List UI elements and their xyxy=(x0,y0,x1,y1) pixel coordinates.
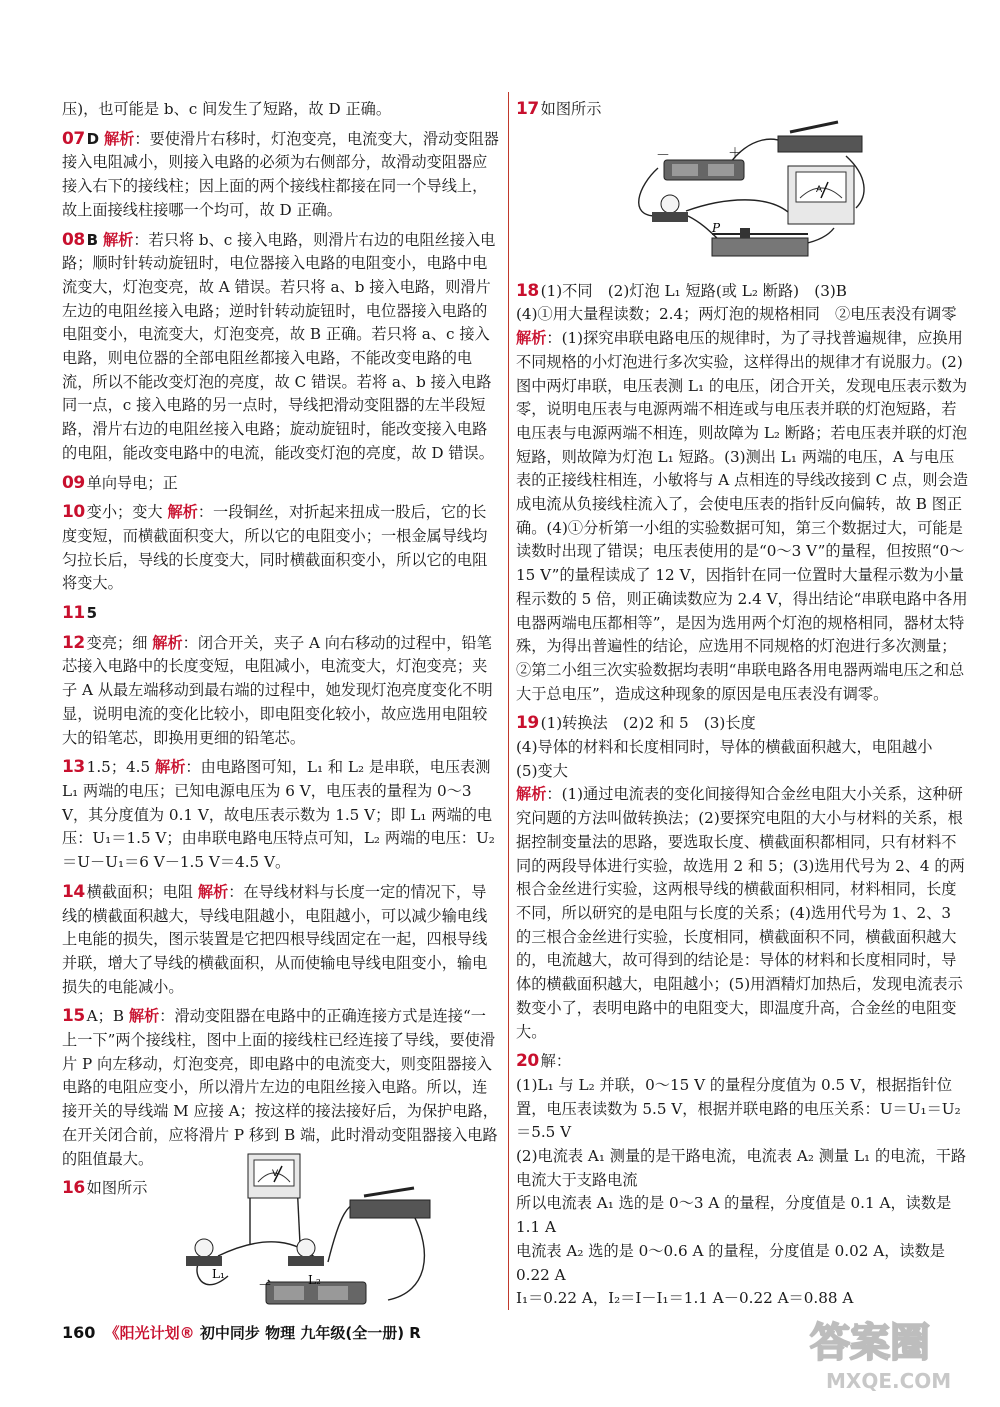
analysis-label: 解析 xyxy=(155,758,186,777)
analysis-text: ：闭合开关，夹子 A 向右移动的过程中，铅笔芯接入电路中的长度变短，电阻减小，电流变大，灯泡变亮；夹子 A 从最左端移动到最右端的过程中，她发现灯泡亮度变化不明显，说明电流的变化比较小，即电阻变化较小，故应选用电阻较大的铅笔芯，即换用更细的铅笔芯。 xyxy=(62,633,493,747)
watermark-logo xyxy=(800,1308,990,1398)
answer-text: (1)不同 (2)灯泡 L₁ 短路(或 L₂ 断路) (3)B xyxy=(540,281,847,300)
watermark-text: 答案圈 xyxy=(810,1320,930,1366)
question-number: 12 xyxy=(62,632,85,653)
analysis-label: 解析 xyxy=(197,882,229,901)
answer-subline: (5)变大 xyxy=(516,761,568,780)
analysis-label: 解析 xyxy=(152,633,183,652)
meter-symbol: A xyxy=(816,185,823,195)
question-number: 14 xyxy=(62,881,85,902)
question-number: 17 xyxy=(516,99,539,119)
answer-item-q13 xyxy=(62,756,500,875)
series-title: 初中同步 物理 九年级(全一册) R xyxy=(199,1324,421,1342)
question-number: 20 xyxy=(516,1051,539,1072)
answer-item-q10 xyxy=(62,501,500,596)
right-column xyxy=(516,98,968,1317)
answer-item-p1 xyxy=(62,98,500,122)
answer-subline: (2)电流表 A₁ 测量的是干路电流，电流表 A₂ 测量 L₁ 的电流，干路电流大于支路电流 xyxy=(516,1147,967,1189)
label-minus: － xyxy=(656,148,670,164)
page-footer xyxy=(62,1322,421,1343)
label-l2: L₂ xyxy=(308,1273,321,1287)
question-number: 11 xyxy=(62,603,85,624)
label-plus: ＋ xyxy=(728,146,742,162)
answer-text: 变小；变大 xyxy=(86,503,163,522)
meter-symbol: V xyxy=(272,1169,279,1179)
answer-item-q11 xyxy=(62,602,500,626)
answer-text: 变亮；细 xyxy=(86,633,148,652)
watermark-url: MXQE.COM xyxy=(826,1369,952,1393)
answer-subline: (1)L₁ 与 L₂ 并联，0～15 V 的量程分度值为 0.5 V，根据指针位置，电压表读数为 5.5 V，根据并联电路的电压关系：U＝U₁＝U₂＝5.5 V xyxy=(516,1075,961,1142)
analysis-text: ：由电路图可知，L₁ 和 L₂ 是串联，电压表测 L₁ 两端的电压；已知电源电压为 6 V，电压表的量程为 0～3 V，其分度值为 0.1 V，故电压表示数为 1.5 V；即 L₁ 两端的电压：U₁＝1.5 V；由串联电路电压特点可知，L₂ 两端的电压：U₂＝U－U₁＝6 V－1.5 V＝4.5 V。 xyxy=(62,758,495,872)
answer-text: 1.5；4.5 xyxy=(86,758,151,777)
answer-text: 如图所示 xyxy=(86,1179,148,1198)
question-number: 07 xyxy=(62,128,85,149)
label-p: P xyxy=(712,221,721,235)
answer-subline: 所以电流表 A₁ 选的是 0～3 A 的量程，分度值是 0.1 A，读数是 1.1 A xyxy=(516,1194,952,1237)
label-l1: L₁ xyxy=(212,1267,225,1281)
question-number: 16 xyxy=(62,1178,85,1199)
answer-item-q18 xyxy=(516,280,968,707)
answer-subline: (4)①用大量程读数；2.4；两灯泡的规格相同 ②电压表没有调零 xyxy=(516,305,957,324)
analysis-label: 解析 xyxy=(516,329,547,348)
analysis-text: ：(1)探究串联电路电压的规律时，为了寻找普遍规律，应换用不同规格的小灯泡进行多次实验，这样得出的规律才有说服力。(2)图中两灯串联，电压表测 L₁ 的电压，闭合开关，发现电压表示数为零，说明电压表与电源两端不相连或与电压表并联的灯泡短路，若电压表与电源两端不相连，则故障为 L₂ 断路；若电压表并联的灯泡短路，则故障为灯泡 L₁ 短路。(3)测出 L₁ 两端的电压，A 与电压表的正接线柱相连，小敏将与 A 点相连的导线改接到 C 点，则会造成电流从负接线柱流入了，会使电压表的指针反向偏转，故 B 图正确。(4)①分析第一小组的实验数据可知，第三个数据过大，可能是读数时出现了错误；电压表使用的是“0～3 V”的量程，但按照“0～15 V”的量程读成了 12 V，因指针在同一位置时大量程示数为小量程示数的 5 倍，则正确读数应为 2.4 V，得出结论“串联电路中各用电器两端电压都相等”，是因为选用两个灯泡的规格相同，器材太特殊，为得出普遍性的结论，应选用不同规格的灯泡进行多次测量；②第二小组三次实验数据均表明“串联电路各用电器两端电压之和总大于总电压”，造成这种现象的原因是电压表没有调零。 xyxy=(516,329,968,703)
question-number: 09 xyxy=(62,472,85,493)
question-number: 15 xyxy=(62,1006,85,1027)
body-text: 压)，也可能是 b、c 间发生了短路，故 D 正确。 xyxy=(62,100,392,118)
analysis-text: ：在导线材料与长度一定的情况下，导线的横截面积越大，导线电阻越小，电阻越小，可以减少输电线上电能的损失，图示装置是它把四根导线固定在一起，四根导线并联，增大了导线的横截面积，从而使输电导线电阻变小，输电损失的电能减小。 xyxy=(62,882,488,996)
question-number: 10 xyxy=(62,502,85,523)
analysis-label: 解析 xyxy=(103,129,135,148)
label-minus: － xyxy=(258,1278,272,1294)
answer-item-q19 xyxy=(516,712,968,1044)
answer-text: 5 xyxy=(86,604,98,623)
answer-item-q15 xyxy=(62,1005,500,1171)
analysis-text: ：要使滑片右移时，灯泡变亮，电流变大，滑动变阻器接入电阻减小，则接入电路的必须为右侧部分，故滑动变阻器应接入右下的接线柱；因上面的两个接线柱都接在同一个导线上，故上面接线柱接哪一个均可，故 D 正确。 xyxy=(62,129,499,219)
answer-text: 如图所示 xyxy=(540,100,602,118)
analysis-text: ：一段铜丝，对折起来扭成一股后，它的长度变短，而横截面积变大，所以它的电阻变小；一根金属导线均匀拉长后，导线的长度变大，同时横截面积变小，所以它的电阻将变大。 xyxy=(62,503,488,593)
answer-text: D xyxy=(86,129,100,148)
left-column xyxy=(62,98,500,1207)
analysis-label: 解析 xyxy=(516,785,547,804)
analysis-label: 解析 xyxy=(167,503,198,522)
question-number: 19 xyxy=(516,713,539,734)
page-number: 160 xyxy=(62,1323,96,1342)
question-number: 08 xyxy=(62,229,85,250)
answer-text: (1)转换法 (2)2 和 5 (3)长度 xyxy=(540,714,756,733)
rheostat xyxy=(712,238,808,256)
question-number: 13 xyxy=(62,757,85,778)
figure-17-circuit xyxy=(628,116,888,274)
column-divider xyxy=(508,92,509,1310)
answer-text: 单向导电；正 xyxy=(86,473,178,492)
answer-text: A；B xyxy=(86,1007,124,1026)
analysis-text: ：(1)通过电流表的变化间接得知合金丝电阻大小关系，这种研究问题的方法叫做转换法；(2)要探究电阻的大小与材料的关系，根据控制变量法的思路，要选取长度、横截面积都相同，只有材料不同的两段导体进行实验，故选用 2 和 5；(3)选用代号为 2、4 的两根合金丝进行实验，这两根导线的横截面积相同，材料相同，长度不同，所以研究的是电阻与长度的关系；(4)选用代号为 1、2、3 的三根合金丝进行实验，长度相同，横截面积不同，横截面积越大的，电流越大，故可得到的结论是：导体的材料和长度相同时，导体的横截面积越大，电阻越小；(5)用酒精灯加热后，发现电流表示数变小了，表明电路中的电阻变大，即温度升高，合金丝的电阻变大。 xyxy=(516,785,965,1041)
answer-subline: I₁＝0.22 A，I₂＝I－I₁＝1.1 A－0.22 A＝0.88 A xyxy=(516,1289,854,1308)
analysis-text: ：滑动变阻器在电路中的正确连接方式是连接“一上一下”两个接线柱，图中上面的接线柱已经连接了导线，要使滑片 P 向左移动，灯泡变亮，即电路中的电流变大，则变阻器接入电路的电阻应变小，所以滑片左边的电阻丝接入电路。所以，连接开关的导线端 M 应接 A；按这样的接法接好后，为保护电路，在开关闭合前，应将滑片 P 移到 B 端，此时滑动变阻器接入电路的阻值最大。 xyxy=(62,1007,498,1168)
answer-text: B xyxy=(86,230,99,249)
answer-text: 横截面积；电阻 xyxy=(86,882,193,901)
answer-text: 解： xyxy=(540,1052,572,1071)
answer-item-q07 xyxy=(62,128,500,223)
figure-16-circuit xyxy=(178,1152,448,1310)
answer-item-q08 xyxy=(62,229,500,466)
analysis-text: ：若只将 b、c 接入电路，则滑片右边的电阻丝接入电路；顺时针转动旋钮时，电位器接入电路的电阻变小，电路中电流变大，灯泡变亮，故 A 错误。若只将 a、b 接入电路，则滑片左边的电阻丝接入电路；逆时针转动旋钮时，电位器接入电路的电阻变小，电流变大，灯泡变亮，故 B 正确。若只将 a、c 接入电路，则电位器的全部电阻丝都接入电路，不能改变电路的电流，所以不能改变灯泡的亮度，故 C 错误。若将 a、b 接入电路同一点，c 接入电路的另一点时，导线把滑动变阻器的左半段短路，滑片右边的电阻丝接入电路；旋动旋钮时，能改变接入电路的电阻，能改变电路中的电流，能改变灯泡的亮度，故 D 错误。 xyxy=(62,230,496,462)
answer-item-q14 xyxy=(62,881,500,1000)
answer-item-q12 xyxy=(62,632,500,751)
question-number: 18 xyxy=(516,280,539,301)
answer-item-q09 xyxy=(62,472,500,496)
answer-subline: 电流表 A₂ 选的是 0～0.6 A 的量程，分度值是 0.02 A，读数是 0.22 A xyxy=(516,1241,945,1284)
answer-item-q20 xyxy=(516,1050,968,1311)
brand-name: 《阳光计划® xyxy=(104,1324,195,1342)
analysis-label: 解析 xyxy=(102,230,134,249)
analysis-label: 解析 xyxy=(128,1007,160,1026)
answer-subline: (4)导体的材料和长度相同时，导体的横截面积越大，电阻越小 xyxy=(516,738,933,757)
